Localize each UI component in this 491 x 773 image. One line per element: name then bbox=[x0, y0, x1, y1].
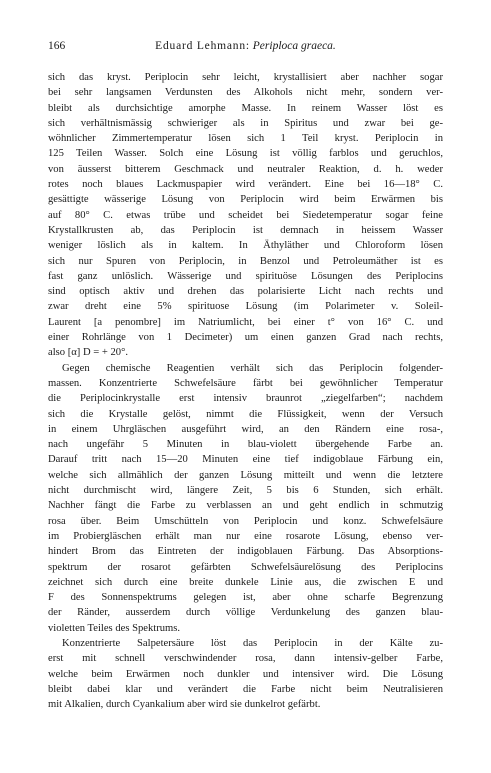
text-line: nach ungefähr 5 Minuten in blau-violett übergehende Farbe an. bbox=[48, 439, 443, 451]
text-line: F des Sonnenspektrums gelegen ist, aber ohne scharfe Begrenzung bbox=[48, 592, 443, 604]
text-line: zeichnet sich durch eine breite dunkele Linie aus, die zwischen E und bbox=[48, 576, 443, 588]
text-line: fast ganz unlöslich. Wässerige und spirituöse Lösungen des Periplocins bbox=[48, 270, 443, 282]
text-line: nicht durchmischt wird, längere Zeit, 5 bis 6 Stunden, sich erhält. bbox=[48, 485, 443, 497]
text-line: der Ränder, ausserdem durch völlige Verdunkelung des ganzen blau- bbox=[48, 607, 443, 619]
running-title-author: Eduard Lehmann: bbox=[155, 40, 250, 52]
text-line: von äusserst bitterem Geschmack und neutraler Reaktion, d. h. weder bbox=[48, 163, 443, 175]
paragraph bbox=[48, 361, 443, 636]
text-line: gesättigte wässerige Lösung von Periplocin wird beim Erwärmen bis bbox=[48, 194, 443, 206]
text-line: Laurent [a penombre] im Natriumlicht, bei einer t° von 16° C. und bbox=[48, 316, 443, 328]
text-line: Krystallkrusten ab, das Periplocin ist demnach in heissem Wasser bbox=[48, 224, 443, 236]
text-line: hindert Brom das Eintreten der indigoblauen Färbung. Das Absorptions- bbox=[48, 546, 443, 558]
text-line: erst mit schnell verschwindender rosa, dann intensiv-gelber Farbe, bbox=[48, 653, 443, 665]
running-title-work: Periploca graeca. bbox=[252, 40, 336, 52]
text-line: welche sich allmählich der ganzen Lösung mitteilt und wenn die letztere bbox=[48, 469, 443, 481]
text-line: also [α] D = + 20°. bbox=[48, 347, 128, 359]
text-line: rosa über. Beim Umschütteln von Periplocin und konz. Schwefelsäure bbox=[48, 515, 443, 527]
text-line: violetten Teiles des Spektrums. bbox=[48, 622, 181, 634]
running-head bbox=[48, 40, 443, 58]
text-line: sich nur Spuren von Periplocin, in Benzol und Petroleumäther ist es bbox=[48, 255, 443, 267]
text-line: weniger löslich als in kaltem. In Äthyläther und Chloroform lösen bbox=[48, 240, 443, 252]
text-line: spektrum der rosarot gefärbten Schwefelsäurelösung des Periplocins bbox=[48, 561, 443, 573]
text-line: in einem Uhrgläschen ausgeführt wird, an den Rändern eine rosa-, bbox=[48, 423, 443, 435]
text-line: im Probiergläschen erhält man nur eine rosarote Lösung, ebenso ver- bbox=[48, 530, 443, 542]
text-line: bleibt dabei klar und verändert die Farbe nicht beim Neutralisieren bbox=[48, 683, 443, 695]
text-line: auf 80° C. etwas trübe und scheidet bei Siedetemperatur sogar feine bbox=[48, 209, 443, 221]
text-line: welche beim Erwärmen noch dunkler und intensiver wird. Die Lösung bbox=[48, 668, 443, 680]
text-line: Nachher fängt die Farbe zu verblassen an und geht endlich in schmutzig bbox=[48, 500, 443, 512]
text-line: wöhnlicher Zimmertemperatur lösen sich 1 Teil kryst. Periplocin in bbox=[48, 133, 443, 145]
body-text bbox=[48, 70, 443, 712]
text-line: Darauf tritt nach 15—20 Minuten eine tief indigoblaue Färbung ein, bbox=[48, 454, 443, 466]
page-number: 166 bbox=[48, 40, 66, 52]
text-line: sich das kryst. Periplocin sehr leicht, krystallisiert aber nachher sogar bbox=[48, 72, 443, 83]
text-line: massen. Konzentrierte Schwefelsäure färbt bei gewöhnlicher Temperatur bbox=[48, 377, 443, 389]
text-line: sind optisch aktiv und drehen das polarisierte Licht nach rechts und bbox=[48, 286, 443, 298]
text-line: Konzentrierte Salpetersäure löst das Periplocin in der Kälte zu- bbox=[62, 637, 443, 649]
text-line: Gegen chemische Reagentien verhält sich das Periplocin folgender- bbox=[62, 362, 443, 374]
text-line: zwar dreht eine 5% spirituose Lösung (im Polarimeter v. Soleil- bbox=[48, 301, 443, 313]
running-title bbox=[78, 40, 443, 52]
text-line: rotes noch blaues Lackmuspapier wird verändert. Eine bei 16—18° C. bbox=[48, 179, 443, 191]
text-line: sich die Krystalle gelöst, nimmt die Flüssigkeit, wenn der Versuch bbox=[48, 408, 443, 420]
text-line: bleibt als durchsichtige amorphe Masse. In reinem Wasser löst es bbox=[48, 102, 443, 114]
text-line: bei sehr langsamen Verdunsten des Alkohols nicht mehr, sondern ver- bbox=[48, 87, 443, 99]
paragraph bbox=[48, 636, 443, 712]
text-line: mit Alkalien, durch Cyankalium aber wird sie dunkelrot gefärbt. bbox=[48, 699, 321, 711]
text-line: einer Rohrlänge von 1 Decimeter) um einen ganzen Grad nach rechts, bbox=[48, 332, 443, 344]
text-line: sich verhältnismässig schwieriger als in Spiritus und zwar bei ge- bbox=[48, 117, 443, 129]
text-line: die Periplocinkrystalle erst intensiv braunrot „ziegelfarben“; nachdem bbox=[48, 393, 443, 405]
document-page bbox=[48, 40, 443, 740]
text-line: 125 Teilen Wasser. Solch eine Lösung ist völlig farblos und geruchlos, bbox=[48, 148, 443, 160]
paragraph bbox=[48, 70, 443, 361]
